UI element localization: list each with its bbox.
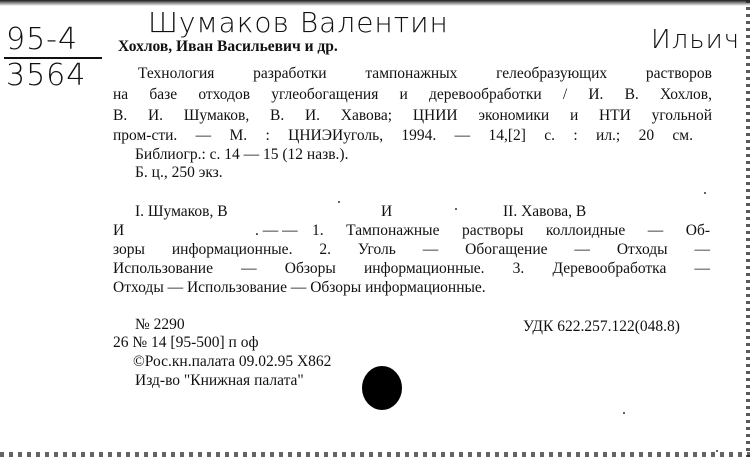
tracing-author-1-initial: И	[381, 203, 393, 220]
tracing-author-2: II. Хавова, В	[503, 203, 587, 220]
publisher-line: Изд-во "Книжная палата"	[135, 372, 304, 389]
handwritten-name: Шумаков Валентин	[148, 6, 449, 39]
price-note: Б. ц., 250 экз.	[135, 164, 223, 181]
subject-line-3: Использование — Обзоры информационные. 3. Деревообработка —	[113, 260, 710, 277]
shelf-mark-bottom: 3564	[6, 58, 87, 93]
tracing-initial: И	[113, 222, 125, 239]
series-line: 26 № 14 [95-500] п оф	[113, 334, 259, 351]
subject-line-2: зоры информационные. 2. Уголь — Обогащение — Отходы —	[113, 241, 710, 258]
handwritten-patronymic: Ильич	[651, 25, 741, 55]
dust-speck	[455, 208, 457, 210]
tracing-dashes: . — —	[255, 222, 298, 239]
book-chamber-line: ©Рос.кн.палата 09.02.95 Х862	[133, 353, 332, 370]
dust-speck	[623, 412, 625, 414]
dust-speck	[338, 201, 340, 203]
subject-line-1: 1. Тампонажные растворы коллоидные — Об-	[312, 222, 710, 239]
dust-speck	[704, 192, 706, 194]
punch-hole	[362, 366, 402, 410]
card-bottom-edge	[0, 452, 750, 457]
description-line-3: В. И. Шумаков, В. И. Хавова; ЦНИИ экономики и НТИ угольной	[113, 107, 712, 124]
bibliography-note: Библиогр.: с. 14 — 15 (12 назв.).	[135, 146, 349, 163]
card-right-edge	[746, 0, 750, 457]
tracing-author-1: I. Шумаков, В	[135, 203, 228, 220]
card-number: № 2290	[135, 316, 185, 333]
description-line-1: Технология разработки тампонажных гелеобразующих растворов	[138, 65, 712, 82]
card-heading: Хохлов, Иван Васильевич и др.	[118, 38, 338, 55]
dust-speck	[716, 450, 718, 452]
subject-line-4: Отходы — Использование — Обзоры информационные.	[113, 279, 486, 296]
shelf-mark-top: 95-4	[6, 22, 79, 57]
description-line-2: на базе отходов углеобогащения и деревообработки / И. В. Хохлов,	[113, 86, 712, 103]
udk-code: УДК 622.257.122(048.8)	[523, 318, 680, 335]
description-line-4: пром-сти. — М. : ЦНИЭИуголь, 1994. — 14,[2] с. : ил.; 20 см.	[113, 127, 693, 144]
